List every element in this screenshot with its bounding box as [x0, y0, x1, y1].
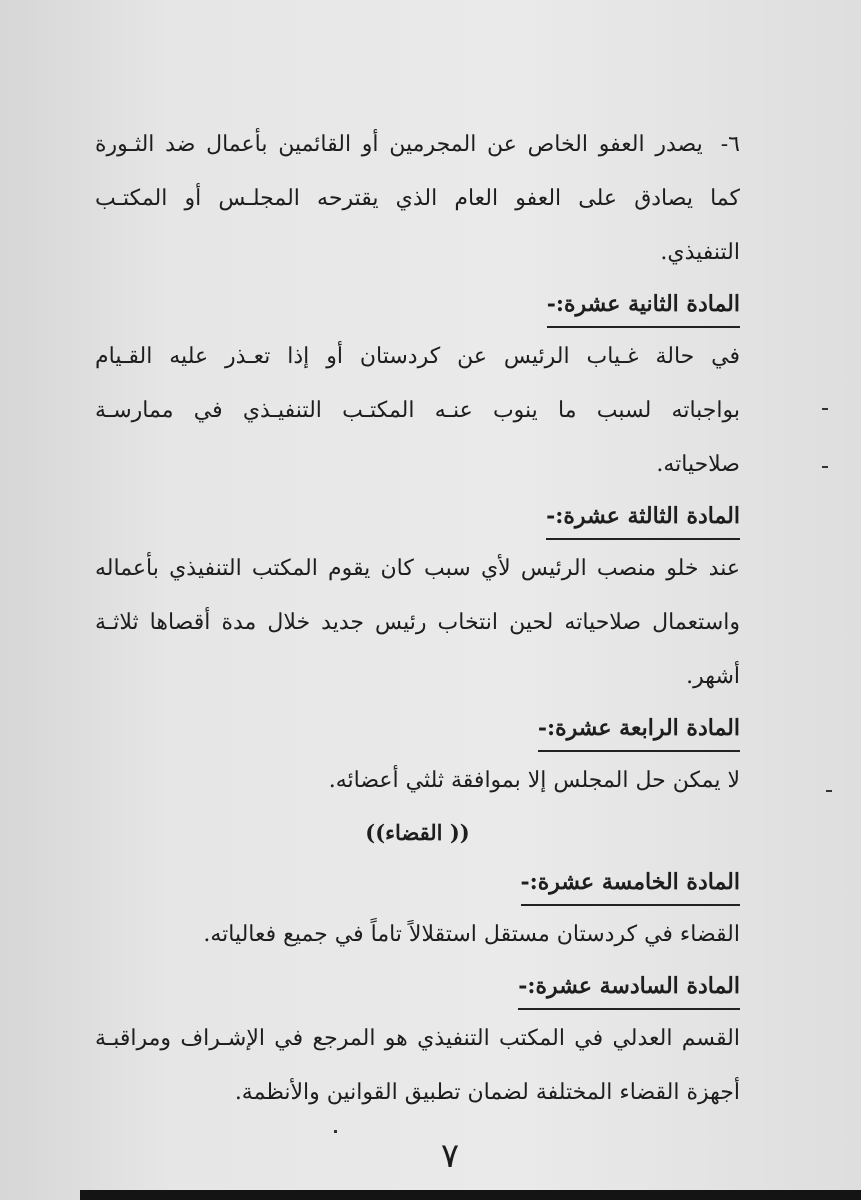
- article13-line1: عند خلو منصب الرئيس لأي سبب كان يقوم المكتب التنفيذي بأعماله: [95, 556, 740, 581]
- margin-mark: [826, 790, 832, 792]
- article15-line1: القضاء في كردستان مستقل استقلالاً تاماً في جميع فعالياته.: [203, 922, 740, 947]
- article13-heading: المادة الثالثة عشرة:-: [95, 492, 740, 542]
- item6-number: ٦-: [720, 132, 740, 157]
- article13-line3: أشهر.: [686, 664, 740, 689]
- scan-bottom-edge: [80, 1190, 861, 1200]
- article12-line3: صلاحياته.: [656, 452, 740, 477]
- margin-mark: [822, 408, 828, 410]
- document-body: [95, 118, 740, 1120]
- article12-line1: في حالة غـياب الرئيس عن كردستان أو إذا تعـذر عليه القـيام: [95, 344, 740, 369]
- article15-heading: المادة الخامسة عشرة:-: [95, 858, 740, 908]
- ink-dot: [334, 1130, 337, 1133]
- section-title-judiciary: (( القضاء)): [365, 820, 470, 845]
- article14-heading: المادة الرابعة عشرة:-: [95, 704, 740, 754]
- article16-line1: القسم العدلي في المكتب التنفيذي هو المرجع في الإشـراف ومراقبـة: [95, 1026, 740, 1051]
- item6-line1: ٦-يصدر العفو الخاص عن المجرمين أو القائمين بأعمال ضد الثـورة: [95, 118, 740, 172]
- page-number: ٧: [440, 1136, 460, 1176]
- article12-heading: المادة الثانية عشرة:-: [95, 280, 740, 330]
- item6-line3: التنفيذي.: [660, 240, 740, 265]
- article16-line2: أجهزة القضاء المختلفة لضمان تطبيق القوانين والأنظمة.: [234, 1080, 740, 1105]
- article14-line1: لا يمكن حل المجلس إلا بموافقة ثلثي أعضائه.: [328, 768, 740, 793]
- article13-line2: واستعمال صلاحياته لحين انتخاب رئيس جديد خلال مدة أقصاها ثلاثـة: [95, 610, 740, 635]
- margin-mark: [822, 466, 828, 468]
- article12-line2: بواجباته لسبب ما ينوب عنـه المكتـب التنفيـذي في ممارسـة: [95, 398, 740, 423]
- article16-heading: المادة السادسة عشرة:-: [95, 962, 740, 1012]
- item6-line2: كما يصادق على العفو العام الذي يقترحه المجلـس أو المكتـب: [95, 186, 740, 211]
